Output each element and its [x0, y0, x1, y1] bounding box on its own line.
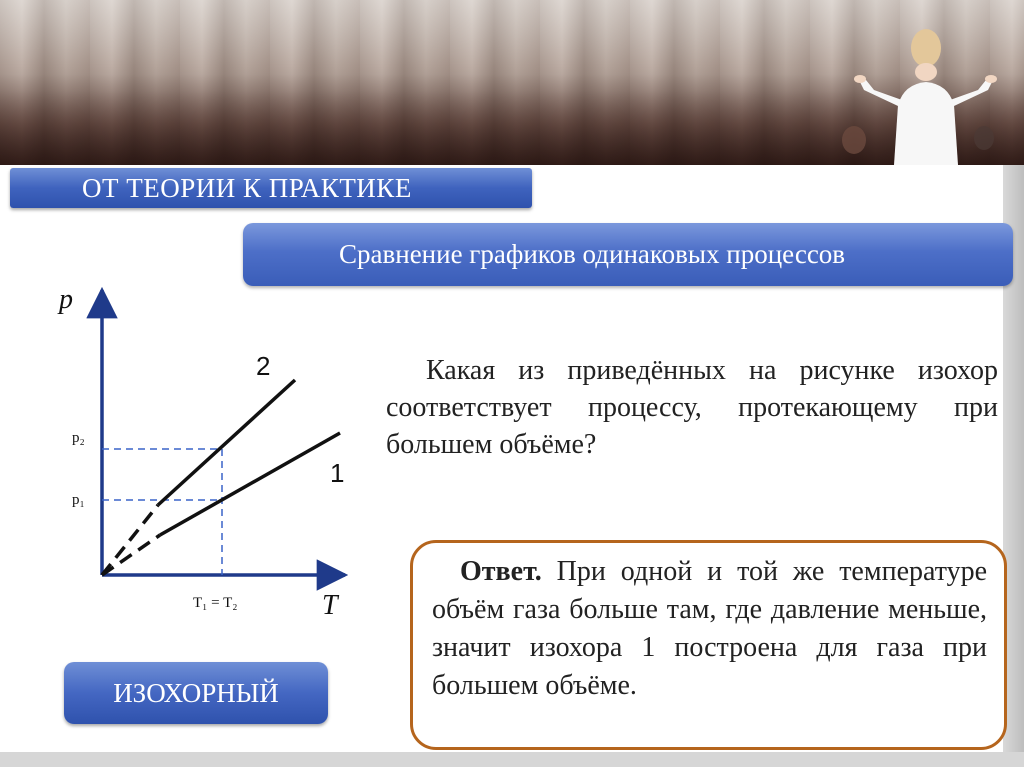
isochore-2-extrapolation	[102, 505, 158, 575]
isochoric-process-button[interactable]: ИЗОХОРНЫЙ	[64, 662, 328, 724]
isochore-graph	[40, 270, 380, 630]
isochore-2	[158, 380, 295, 505]
x-axis-label: T	[322, 590, 338, 621]
p1-label: p₁	[72, 492, 85, 508]
isochore-1-label: 1	[330, 458, 345, 488]
answer-lead: Ответ.	[460, 556, 542, 587]
p2-label: p₂	[72, 430, 85, 446]
presenter-image	[834, 20, 1004, 165]
slide-frame-bottom	[0, 752, 1024, 767]
answer-text	[432, 553, 987, 705]
y-axis-label: p	[59, 284, 73, 315]
answer-body: При одной и той же температуре объём газа больше там, где давление меньше, значит изохора 1 построена для газа при большем объёме.	[432, 556, 987, 701]
question-text: Какая из приведённых на рисунке изохор соответствует процессу, протекающему при большем объёме?	[386, 355, 998, 460]
slide-subtitle: Сравнение графиков одинаковых процессов	[243, 223, 1013, 286]
t-label: T₁ = T₂	[193, 595, 238, 611]
section-banner: ОТ ТЕОРИИ К ПРАКТИКЕ	[10, 168, 532, 208]
isochore-2-label: 2	[256, 351, 271, 381]
